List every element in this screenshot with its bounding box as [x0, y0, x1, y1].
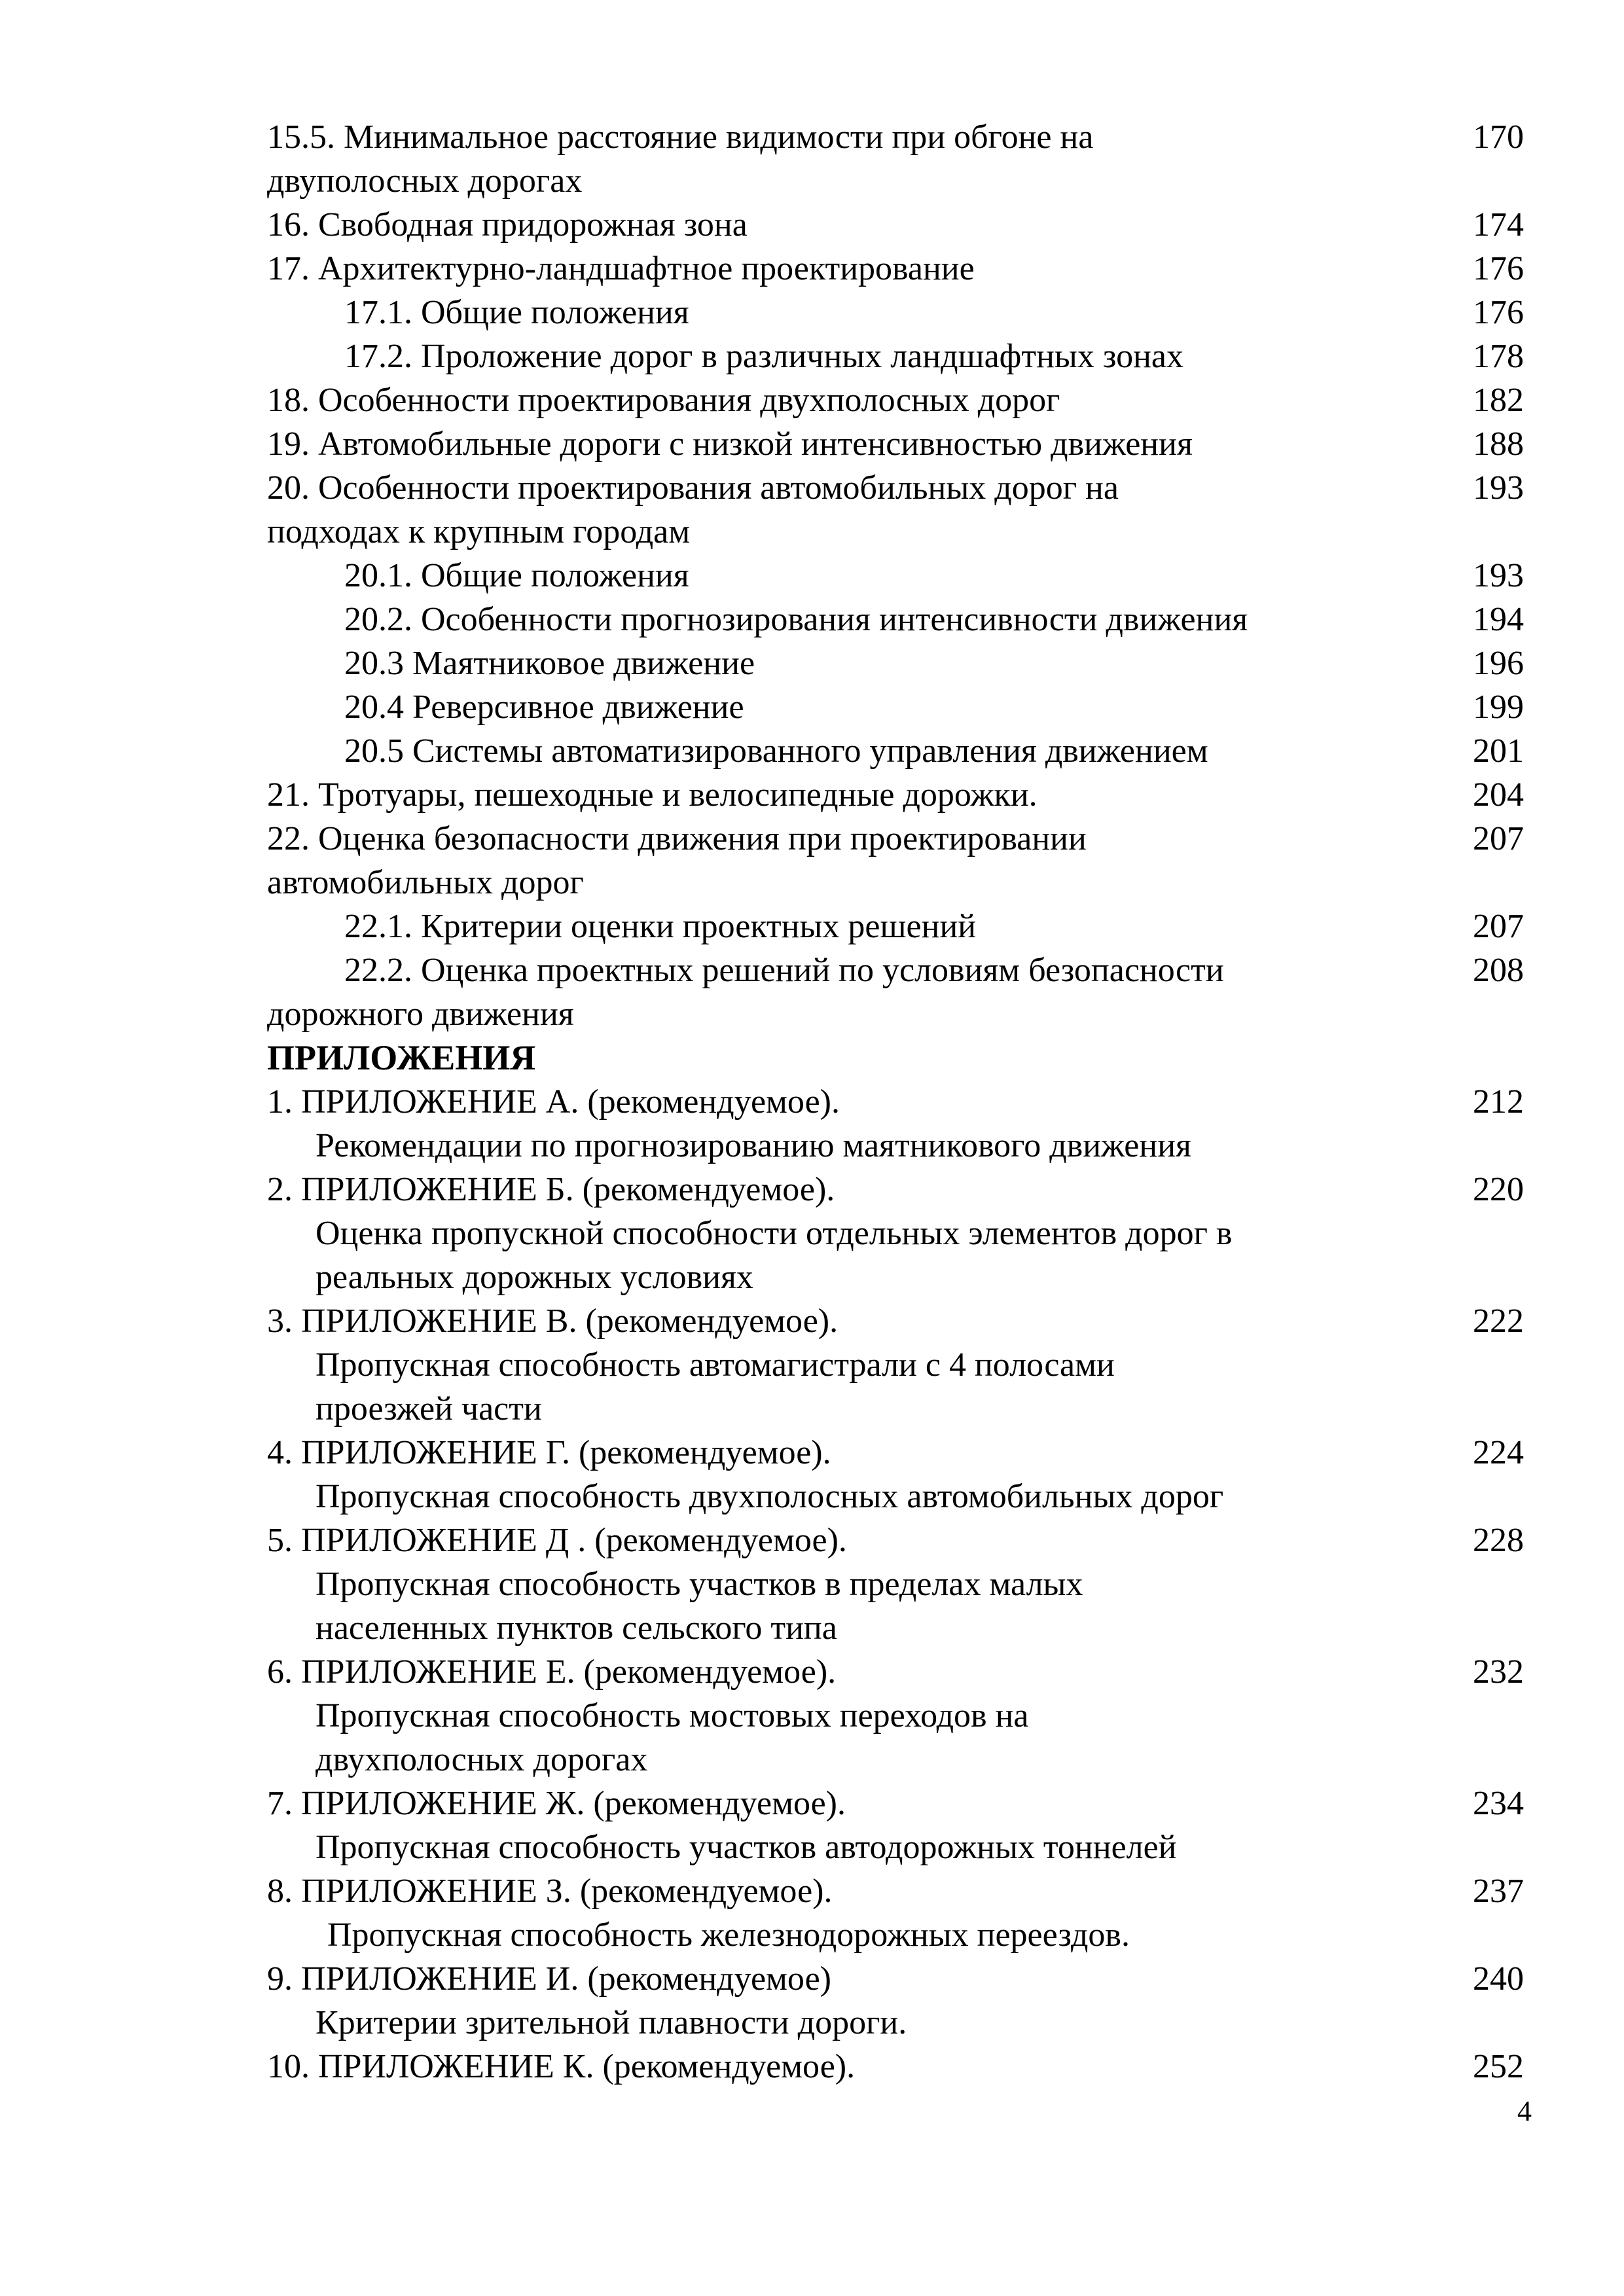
appendix-heading: ПРИЛОЖЕНИЯ: [267, 1038, 536, 1077]
entry-title: [267, 773, 1524, 817]
entry-page-number: 174: [1473, 206, 1524, 243]
entry-title-line: Пропускная способность автомагистрали с 4 полосами: [316, 1346, 1115, 1384]
entry-title: [267, 1431, 1524, 1518]
toc-entries: [267, 115, 1524, 1036]
entry-title-line: 9. ПРИЛОЖЕНИЕ И. (рекомендуемое): [267, 1960, 831, 1998]
entry-page-number: 178: [1473, 338, 1524, 375]
entry-title: [267, 291, 1524, 334]
entry-page-number: 182: [1473, 382, 1524, 419]
entry-title-line: 4. ПРИЛОЖЕНИЕ Г. (рекомендуемое).: [267, 1434, 831, 1471]
toc-entry: [267, 466, 1524, 554]
toc-entry: [267, 554, 1524, 598]
entry-title: [267, 817, 1524, 905]
entry-title: [267, 1782, 1524, 1869]
entry-title: [267, 378, 1524, 422]
entry-title-line: 20.4 Реверсивное движение: [344, 689, 744, 726]
entry-title: [267, 2045, 1524, 2089]
entry-page-number: 252: [1473, 2048, 1524, 2085]
entry-title: [267, 334, 1524, 378]
entry-title-line: Пропускная способность участков автодорожных тоннелей: [316, 1829, 1177, 1866]
entry-title-line: 22.1. Критерии оценки проектных решений: [344, 908, 977, 945]
toc-entry: [267, 948, 1524, 1036]
toc-entry: [267, 422, 1524, 466]
appendix-entry: [267, 1518, 1524, 1650]
entry-title: [267, 948, 1524, 1036]
entry-page-number: 228: [1473, 1522, 1524, 1559]
entry-title: [267, 1518, 1524, 1650]
entry-page-number: 204: [1473, 776, 1524, 814]
appendix-entry: [267, 1957, 1524, 2045]
appendix-entry: [267, 1869, 1524, 1957]
entry-title-line: 10. ПРИЛОЖЕНИЕ К. (рекомендуемое).: [267, 2048, 856, 2085]
entry-title-line: Пропускная способность участков в пределах малых: [316, 1566, 1083, 1603]
entry-title-line: 21. Тротуары, пешеходные и велосипедные дорожки.: [267, 776, 1038, 814]
entry-title-line: населенных пунктов сельского типа: [316, 1609, 837, 1647]
entry-title: [267, 554, 1524, 598]
entry-page-number: 208: [1473, 952, 1524, 989]
entry-page-number: 240: [1473, 1960, 1524, 1998]
appendix-entry: [267, 2045, 1524, 2089]
appendix-entry: [267, 1299, 1524, 1431]
entry-title: [267, 598, 1524, 641]
entry-page-number: 170: [1473, 118, 1524, 156]
entry-title-line: Пропускная способность мостовых переходов на: [316, 1697, 1029, 1734]
entry-page-number: 220: [1473, 1171, 1524, 1208]
entry-title: [267, 466, 1524, 554]
entry-title-line: 7. ПРИЛОЖЕНИЕ Ж. (рекомендуемое).: [267, 1785, 846, 1822]
entry-title-line: 19. Автомобильные дороги с низкой интенсивностью движения: [267, 425, 1193, 463]
entry-title-line: двухполосных дорогах: [316, 1741, 648, 1778]
entry-title-line: 2. ПРИЛОЖЕНИЕ Б. (рекомендуемое).: [267, 1171, 835, 1208]
toc-entry: [267, 641, 1524, 685]
entry-title-line: 20.5 Системы автоматизированного управления движением: [344, 732, 1208, 770]
toc-entry: [267, 115, 1524, 203]
entry-page-number: 199: [1473, 689, 1524, 726]
entry-title-line: подходах к крупным городам: [267, 513, 691, 550]
entry-title-line: 15.5. Минимальное расстояние видимости при обгоне на: [267, 118, 1094, 156]
entry-title: [267, 905, 1524, 948]
toc-appendices: [267, 1080, 1524, 2089]
appendix-entry: [267, 1168, 1524, 1299]
entry-title-line: 5. ПРИЛОЖЕНИЕ Д . (рекомендуемое).: [267, 1522, 847, 1559]
entry-page-number: 193: [1473, 469, 1524, 507]
entry-title-line: 17.1. Общие положения: [344, 294, 689, 331]
entry-page-number: 222: [1473, 1302, 1524, 1340]
toc-entry: [267, 685, 1524, 729]
appendix-entry: [267, 1782, 1524, 1869]
entry-page-number: 224: [1473, 1434, 1524, 1471]
toc-entry: [267, 773, 1524, 817]
entry-page-number: 176: [1473, 250, 1524, 287]
entry-title: [267, 203, 1524, 247]
page-number: 4: [1517, 2095, 1532, 2127]
entry-title-line: Пропускная способность железнодорожных переездов.: [327, 1916, 1130, 1954]
entry-page-number: 237: [1473, 1873, 1524, 1910]
entry-page-number: 207: [1473, 820, 1524, 857]
entry-title: [267, 1299, 1524, 1431]
entry-title-line: 16. Свободная придорожная зона: [267, 206, 748, 243]
toc-entry: [267, 378, 1524, 422]
entry-title-line: Пропускная способность двухполосных автомобильных дорог: [316, 1478, 1224, 1515]
entry-page-number: 194: [1473, 601, 1524, 638]
entry-title-line: автомобильных дорог: [267, 864, 584, 901]
toc-entry: [267, 817, 1524, 905]
toc-entry: [267, 247, 1524, 291]
entry-title: [267, 1080, 1524, 1168]
entry-title-line: 18. Особенности проектирования двухполосных дорог: [267, 382, 1060, 419]
entry-page-number: 201: [1473, 732, 1524, 770]
entry-page-number: 232: [1473, 1653, 1524, 1691]
entry-title: [267, 685, 1524, 729]
entry-title: [267, 641, 1524, 685]
entry-title-line: 3. ПРИЛОЖЕНИЕ В. (рекомендуемое).: [267, 1302, 839, 1340]
toc-entry: [267, 598, 1524, 641]
toc-entry: [267, 203, 1524, 247]
entry-title: [267, 729, 1524, 773]
appendix-entry: [267, 1431, 1524, 1518]
entry-page-number: 176: [1473, 294, 1524, 331]
entry-title-line: 1. ПРИЛОЖЕНИЕ А. (рекомендуемое).: [267, 1083, 840, 1121]
entry-title-line: 22. Оценка безопасности движения при проектировании: [267, 820, 1087, 857]
appendix-entry: [267, 1080, 1524, 1168]
table-of-contents: [267, 115, 1524, 2089]
entry-title: [267, 1869, 1524, 1957]
entry-page-number: 207: [1473, 908, 1524, 945]
toc-entry: [267, 334, 1524, 378]
toc-entry: [267, 291, 1524, 334]
entry-title-line: 22.2. Оценка проектных решений по условиям безопасности: [344, 952, 1224, 989]
entry-page-number: 193: [1473, 557, 1524, 594]
entry-title: [267, 115, 1524, 203]
entry-title: [267, 1650, 1524, 1782]
entry-title-line: 17.2. Проложение дорог в различных ландшафтных зонах: [344, 338, 1183, 375]
entry-title-line: 17. Архитектурно-ландшафтное проектирование: [267, 250, 975, 287]
entry-title-line: Оценка пропускной способности отдельных элементов дорог в: [316, 1215, 1233, 1252]
entry-title-line: дорожного движения: [267, 996, 574, 1033]
entry-title-line: 20.2. Особенности прогнозирования интенсивности движения: [344, 601, 1248, 638]
entry-page-number: 196: [1473, 645, 1524, 682]
appendix-entry: [267, 1650, 1524, 1782]
entry-title-line: Критерии зрительной плавности дороги.: [316, 2004, 907, 2041]
entry-page-number: 188: [1473, 425, 1524, 463]
entry-title-line: 20. Особенности проектирования автомобильных дорог на: [267, 469, 1119, 507]
entry-title-line: двуполосных дорогах: [267, 162, 583, 200]
entry-page-number: 212: [1473, 1083, 1524, 1121]
entry-page-number: 234: [1473, 1785, 1524, 1822]
entry-title-line: 20.3 Маятниковое движение: [344, 645, 755, 682]
entry-title-line: реальных дорожных условиях: [316, 1259, 753, 1296]
entry-title-line: 6. ПРИЛОЖЕНИЕ Е. (рекомендуемое).: [267, 1653, 837, 1691]
entry-title-line: 20.1. Общие положения: [344, 557, 689, 594]
entry-title-line: 8. ПРИЛОЖЕНИЕ З. (рекомендуемое).: [267, 1873, 833, 1910]
entry-title-line: проезжей части: [316, 1390, 542, 1427]
toc-entry: [267, 905, 1524, 948]
toc-entry: [267, 729, 1524, 773]
entry-title: [267, 422, 1524, 466]
entry-title: [267, 1168, 1524, 1299]
entry-title: [267, 1957, 1524, 2045]
entry-title-line: Рекомендации по прогнозированию маятникового движения: [316, 1127, 1191, 1164]
entry-title: [267, 247, 1524, 291]
